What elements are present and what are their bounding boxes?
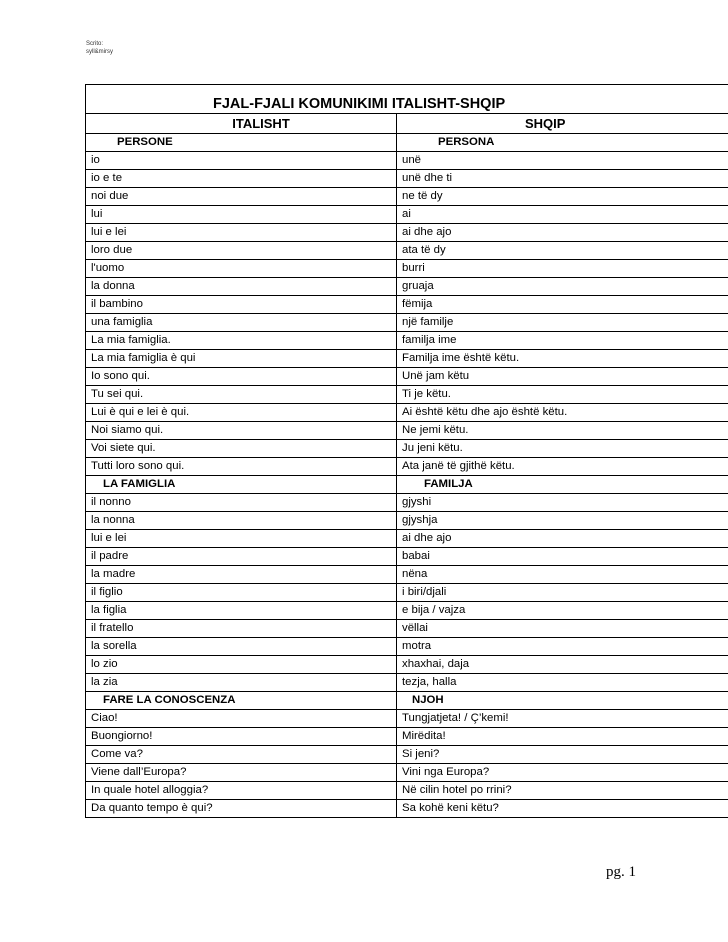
italian-term: la madre xyxy=(86,566,397,584)
section-header-row xyxy=(86,134,728,152)
albanian-term: tezja, halla xyxy=(397,674,728,692)
table-row xyxy=(86,332,728,350)
italian-term: lui e lei xyxy=(86,530,397,548)
albanian-term: unë xyxy=(397,152,728,170)
albanian-term: ne të dy xyxy=(397,188,728,206)
table-row xyxy=(86,152,728,170)
italian-term: il bambino xyxy=(86,296,397,314)
italian-term: La mia famiglia è qui xyxy=(86,350,397,368)
italian-term: il nonno xyxy=(86,494,397,512)
italian-term: Come va? xyxy=(86,746,397,764)
italian-term: In quale hotel alloggia? xyxy=(86,782,397,800)
albanian-term: burri xyxy=(397,260,728,278)
section-header-row xyxy=(86,476,728,494)
albanian-term: fëmija xyxy=(397,296,728,314)
italian-term: Buongiorno! xyxy=(86,728,397,746)
albanian-term: gjyshi xyxy=(397,494,728,512)
header-italian-label: ITALISHT xyxy=(232,116,290,131)
italian-term: il figlio xyxy=(86,584,397,602)
table-row xyxy=(86,638,728,656)
author-name: syll&mirsy xyxy=(86,49,113,55)
table-row xyxy=(86,206,728,224)
albanian-term: gruaja xyxy=(397,278,728,296)
table-row xyxy=(86,566,728,584)
table-row xyxy=(86,296,728,314)
italian-term: loro due xyxy=(86,242,397,260)
italian-term: l'uomo xyxy=(86,260,397,278)
italian-term: una famiglia xyxy=(86,314,397,332)
italian-term: Ciao! xyxy=(86,710,397,728)
table-row xyxy=(86,656,728,674)
albanian-term: unë dhe ti xyxy=(397,170,728,188)
italian-term: il padre xyxy=(86,548,397,566)
table-row xyxy=(86,314,728,332)
albanian-term: gjyshja xyxy=(397,512,728,530)
albanian-term: Si jeni? xyxy=(397,746,728,764)
table-row xyxy=(86,494,728,512)
vocabulary-table xyxy=(85,84,728,818)
albanian-term: Mirëdita! xyxy=(397,728,728,746)
italian-term: Noi siamo qui. xyxy=(86,422,397,440)
table-row xyxy=(86,728,728,746)
table-row xyxy=(86,278,728,296)
albanian-term: ata të dy xyxy=(397,242,728,260)
albanian-term: Ai është këtu dhe ajo është këtu. xyxy=(397,404,728,422)
italian-term: io xyxy=(86,152,397,170)
albanian-term: ai xyxy=(397,206,728,224)
albanian-term: i biri/djali xyxy=(397,584,728,602)
author-note xyxy=(86,40,113,56)
section-title-albanian: NJOH xyxy=(397,692,728,710)
albanian-term: Sa kohë keni këtu? xyxy=(397,800,728,818)
italian-term: Da quanto tempo è qui? xyxy=(86,800,397,818)
albanian-term: vëllai xyxy=(397,620,728,638)
table-row xyxy=(86,602,728,620)
document-title: FJAL-FJALI KOMUNIKIMI ITALISHT-SHQIP xyxy=(86,85,728,114)
albanian-term: Familja ime është këtu. xyxy=(397,350,728,368)
italian-term: Voi siete qui. xyxy=(86,440,397,458)
table-row xyxy=(86,224,728,242)
table-row xyxy=(86,674,728,692)
table-row xyxy=(86,458,728,476)
table-row xyxy=(86,440,728,458)
italian-term: Lui è qui e lei è qui. xyxy=(86,404,397,422)
table-row xyxy=(86,188,728,206)
section-title-albanian: FAMILJA xyxy=(397,476,728,494)
header-albanian xyxy=(397,114,728,134)
albanian-term: babai xyxy=(397,548,728,566)
table-row xyxy=(86,620,728,638)
italian-term: lo zio xyxy=(86,656,397,674)
language-header-row xyxy=(86,114,728,134)
header-italian xyxy=(86,114,397,134)
italian-term: la donna xyxy=(86,278,397,296)
table-row xyxy=(86,242,728,260)
page-number: pg. 1 xyxy=(606,864,636,880)
albanian-term: Në cilin hotel po rrini? xyxy=(397,782,728,800)
table-row xyxy=(86,746,728,764)
albanian-term: xhaxhai, daja xyxy=(397,656,728,674)
table-row xyxy=(86,512,728,530)
table-row xyxy=(86,422,728,440)
italian-term: la nonna xyxy=(86,512,397,530)
italian-term: La mia famiglia. xyxy=(86,332,397,350)
italian-term: la zia xyxy=(86,674,397,692)
title-row xyxy=(86,85,728,114)
albanian-term: familja ime xyxy=(397,332,728,350)
albanian-term: nëna xyxy=(397,566,728,584)
albanian-term: e bija / vajza xyxy=(397,602,728,620)
header-albanian-label: SHQIP xyxy=(525,116,566,131)
author-label: Scrito: xyxy=(86,41,104,47)
italian-term: Viene dall’Europa? xyxy=(86,764,397,782)
albanian-term: Ti je këtu. xyxy=(397,386,728,404)
table-row xyxy=(86,764,728,782)
albanian-term: ai dhe ajo xyxy=(397,530,728,548)
section-title-italian: LA FAMIGLIA xyxy=(86,476,397,494)
albanian-term: motra xyxy=(397,638,728,656)
section-title-italian: FARE LA CONOSCENZA xyxy=(86,692,397,710)
italian-term: Io sono qui. xyxy=(86,368,397,386)
albanian-term: Ata janë të gjithë këtu. xyxy=(397,458,728,476)
italian-term: lui xyxy=(86,206,397,224)
italian-term: noi due xyxy=(86,188,397,206)
albanian-term: Ju jeni këtu. xyxy=(397,440,728,458)
table-row xyxy=(86,584,728,602)
table-row xyxy=(86,350,728,368)
section-header-row xyxy=(86,692,728,710)
italian-term: il fratello xyxy=(86,620,397,638)
section-title-albanian: PERSONA xyxy=(397,134,728,152)
table-row xyxy=(86,368,728,386)
albanian-term: Tungjatjeta! / Ç’kemi! xyxy=(397,710,728,728)
table-row xyxy=(86,800,728,818)
table-row xyxy=(86,170,728,188)
table-row xyxy=(86,530,728,548)
table-row xyxy=(86,404,728,422)
italian-term: la figlia xyxy=(86,602,397,620)
albanian-term: ai dhe ajo xyxy=(397,224,728,242)
table-row xyxy=(86,782,728,800)
albanian-term: Unë jam këtu xyxy=(397,368,728,386)
table-row xyxy=(86,386,728,404)
table-row xyxy=(86,260,728,278)
italian-term: io e te xyxy=(86,170,397,188)
section-title-italian: PERSONE xyxy=(86,134,397,152)
albanian-term: Ne jemi këtu. xyxy=(397,422,728,440)
italian-term: la sorella xyxy=(86,638,397,656)
albanian-term: një familje xyxy=(397,314,728,332)
table-row xyxy=(86,548,728,566)
albanian-term: Vini nga Europa? xyxy=(397,764,728,782)
italian-term: Tutti loro sono qui. xyxy=(86,458,397,476)
italian-term: Tu sei qui. xyxy=(86,386,397,404)
italian-term: lui e lei xyxy=(86,224,397,242)
table-row xyxy=(86,710,728,728)
